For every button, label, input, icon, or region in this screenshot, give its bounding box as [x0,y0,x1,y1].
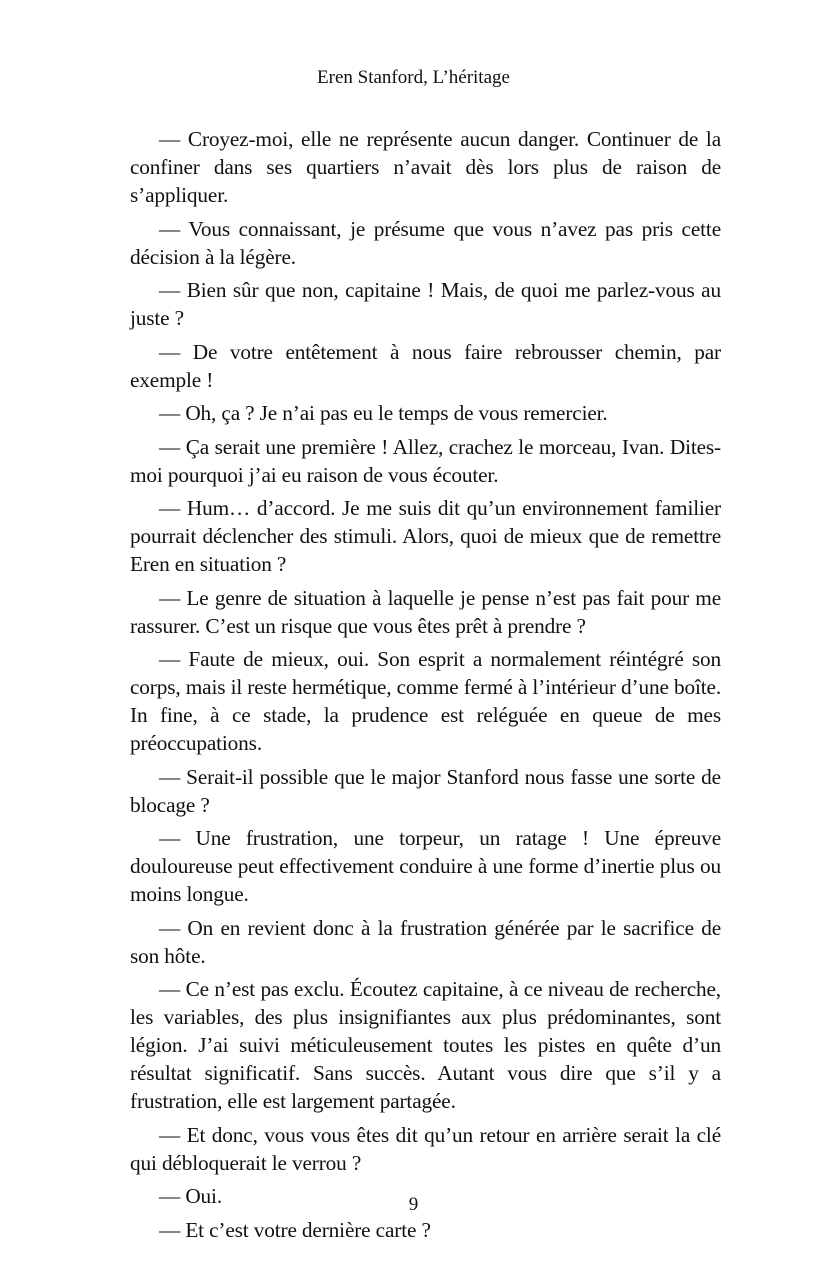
dialogue-paragraph: — Croyez-moi, elle ne représente aucun danger. Continuer de la confiner dans ses quartiers n’avait dès lors plus de raison de s’appliquer. [130,127,721,207]
dialogue-paragraph: — Faute de mieux, oui. Son esprit a normalement réintégré son corps, mais il reste hermétique, comme fermé à l’intérieur d’une boîte. In fine, à ce stade, la prudence est reléguée en queue de mes préoccupations. [130,647,721,755]
dialogue-paragraph: — Serait-il possible que le major Stanford nous fasse une sorte de blocage ? [130,764,721,817]
dialogue-paragraph: — Le genre de situation à laquelle je pense n’est pas fait pour me rassurer. C’est un risque que vous êtes prêt à prendre ? [130,585,721,638]
dialogue-paragraph: — Oh, ça ? Je n’ai pas eu le temps de vous remercier. [159,401,608,425]
page-number: 9 [408,1194,419,1215]
body-text [130,125,721,1249]
dialogue-paragraph: — De votre entêtement à nous faire rebrousser chemin, par exemple ! [130,339,721,392]
dialogue-paragraph: — Oui. [159,1184,222,1208]
dialogue-paragraph: — Une frustration, une torpeur, un ratage ! Une épreuve douloureuse peut effectivement conduire à une forme d’inertie plus ou moins longue. [130,826,721,906]
dialogue-paragraph: — Et donc, vous vous êtes dit qu’un retour en arrière serait la clé qui débloquerait le verrou ? [130,1122,721,1175]
dialogue-paragraph: — Et c’est votre dernière carte ? [159,1217,431,1242]
dialogue-paragraph: — Bien sûr que non, capitaine ! Mais, de quoi me parlez-vous au juste ? [130,278,721,330]
dialogue-paragraph: — On en revient donc à la frustration générée par le sacrifice de son hôte. [130,915,721,968]
running-header: Eren Stanford, L’héritage [317,67,510,88]
dialogue-paragraph: — Ce n’est pas exclu. Écoutez capitaine, à ce niveau de recherche, les variables, des plus insignifiantes aux plus prédominantes, sont légion. J’ai suivi méticuleusement toutes les pistes en quête d’un résultat significatif. Sans succès. Autant vous dire que s’il y a frustration, elle est largement partagée. [130,977,721,1113]
dialogue-paragraph: — Ça serait une première ! Allez, crachez le morceau, Ivan. Dites-moi pourquoi j’ai eu raison de vous écouter. [130,434,721,487]
dialogue-paragraph: — Hum… d’accord. Je me suis dit qu’un environnement familier pourrait déclencher des stimuli. Alors, quoi de mieux que de remettre Eren en situation ? [130,496,721,576]
dialogue-paragraph: — Vous connaissant, je présume que vous n’avez pas pris cette décision à la légère. [130,216,721,269]
